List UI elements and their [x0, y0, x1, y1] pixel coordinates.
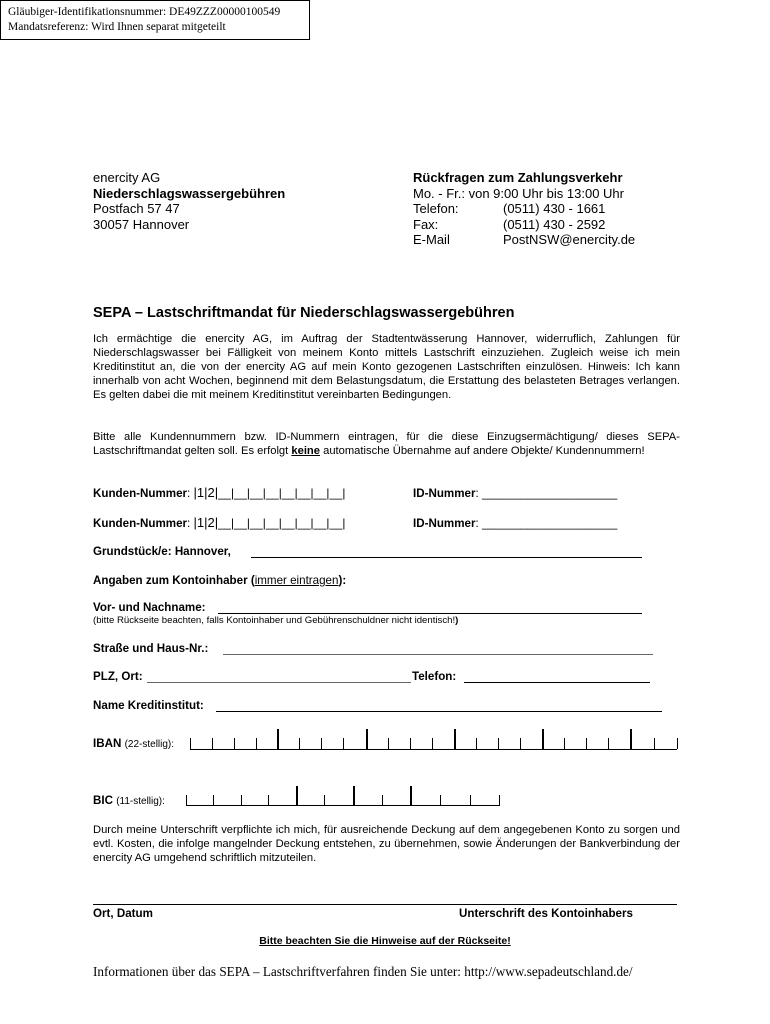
- fax-value: (0511) 430 - 2592: [503, 216, 606, 232]
- customer-number-instructions: [93, 431, 680, 459]
- instructions-text-1: Bitte alle Kundennummern bzw. ID-Nummern eintragen, für die diese Einzugsermächtigung/ dieses SEPA-Lastschriftmandat gelten soll. Es erfolgt: [93, 431, 680, 457]
- customer-number-slots[interactable]: __|__|__|__|__|__|__|__|: [218, 517, 346, 530]
- phone-label: Telefon:: [413, 201, 459, 216]
- iban-group-tick: [630, 729, 632, 749]
- name-note: [93, 615, 458, 626]
- creditor-info-box: [0, 0, 310, 40]
- iban-tick: [410, 738, 411, 749]
- phone-value: (0511) 430 - 1661: [503, 201, 606, 216]
- id-number-label: ID-Nummer: [413, 487, 476, 500]
- bic-tick: [324, 795, 325, 805]
- street-label: Straße und Haus-Nr.:: [93, 642, 209, 655]
- creditor-id: Gläubiger-Identifikationsnummer: DE49ZZZ00000100549: [8, 6, 281, 18]
- customer-number-row-2[interactable]: Kunden-Nummer: |1|2|__|__|__|__|__|__|__|__|: [93, 515, 346, 530]
- iban-tick: [677, 738, 678, 749]
- signature-line[interactable]: [93, 904, 677, 905]
- recipient-address: [93, 170, 285, 232]
- bic-tick: [499, 795, 500, 805]
- fax-label: Fax:: [413, 216, 439, 232]
- bic-tick: [470, 795, 471, 805]
- contact-hours: Mo. - Fr.: von 9:00 Uhr bis 13:00 Uhr: [413, 185, 624, 201]
- customer-number-prefix: |1|2|: [193, 515, 219, 530]
- iban-tick: [520, 738, 521, 749]
- contact-block: [413, 170, 713, 248]
- company-name: enercity AG: [93, 170, 161, 185]
- bic-group-tick: [410, 786, 412, 805]
- bic-group-tick: [353, 786, 355, 805]
- account-holder-note: immer eintragen: [254, 574, 339, 587]
- iban-note: (22-stellig):: [124, 739, 175, 750]
- iban-tick: [586, 738, 587, 749]
- iban-tick: [498, 738, 499, 749]
- bic-tick: [186, 795, 187, 805]
- iban-tick: [256, 738, 257, 749]
- id-number-row-1[interactable]: ID-Nummer: _____________________: [413, 487, 618, 500]
- id-number-field[interactable]: _____________________: [481, 487, 618, 500]
- iban-group-tick: [542, 729, 544, 749]
- iban-tick: [212, 738, 213, 749]
- customer-number-label: Kunden-Nummer: [93, 517, 188, 530]
- iban-group-tick: [277, 729, 279, 749]
- customer-number-prefix: |1|2|: [193, 485, 219, 500]
- bic-group-tick: [296, 786, 298, 805]
- iban-tick: [564, 738, 565, 749]
- iban-tick: [476, 738, 477, 749]
- department-name: Niederschlagswassergebühren: [93, 185, 286, 201]
- page-title: SEPA – Lastschriftmandat für Niederschlagswassergebühren: [93, 305, 515, 321]
- bic-tick: [241, 795, 242, 805]
- mandate-reference: Mandatsreferenz: Wird Ihnen separat mitgeteilt: [8, 21, 226, 33]
- account-holder-heading: Angaben zum Kontoinhaber (immer eintragen):: [93, 574, 347, 587]
- account-holder-suffix: ):: [338, 574, 347, 587]
- id-number-label: ID-Nummer: [413, 517, 476, 530]
- iban-tick: [190, 738, 191, 749]
- bic-label-text: BIC: [93, 794, 113, 807]
- iban-group-tick: [454, 729, 456, 749]
- contact-heading: Rückfragen zum Zahlungsverkehr: [413, 170, 623, 185]
- iban-tick: [321, 738, 322, 749]
- iban-tick: [654, 738, 655, 749]
- property-field[interactable]: [251, 557, 642, 558]
- phone-field-label: Telefon:: [412, 670, 457, 683]
- instructions-emphasis: keine: [291, 444, 320, 457]
- email-label: E-Mail: [413, 232, 450, 247]
- name-note-end: ): [455, 615, 459, 626]
- iban-tick: [388, 738, 389, 749]
- iban-tick: [299, 738, 300, 749]
- property-label: Grundstück/e: Hannover,: [93, 545, 231, 558]
- back-page-hint: Bitte beachten Sie die Hinweise auf der Rückseite!: [259, 935, 511, 947]
- bic-tick: [213, 795, 214, 805]
- bic-tick: [440, 795, 441, 805]
- plz-label: PLZ, Ort:: [93, 670, 143, 683]
- bic-label: [93, 794, 165, 807]
- iban-tick: [234, 738, 235, 749]
- id-number-field[interactable]: _____________________: [481, 517, 618, 530]
- account-holder-label: Angaben zum Kontoinhaber: [93, 574, 248, 587]
- bank-field[interactable]: [216, 711, 662, 712]
- iban-tick: [343, 738, 344, 749]
- customer-number-label: Kunden-Nummer: [93, 487, 188, 500]
- postbox: Postfach 57 47: [93, 201, 180, 216]
- name-label: Vor- und Nachname:: [93, 601, 206, 614]
- customer-number-row-1[interactable]: Kunden-Nummer: |1|2|__|__|__|__|__|__|__|__|: [93, 485, 346, 500]
- id-number-row-2[interactable]: ID-Nummer: _____________________: [413, 517, 618, 530]
- plz-field[interactable]: [147, 682, 411, 683]
- iban-label: [93, 737, 174, 750]
- obligation-paragraph: Durch meine Unterschrift verpflichte ich mich, für ausreichende Deckung auf dem angegebenen Konto zu sorgen und evtl. Kosten, die infolge mangelnder Deckung entstehen, zu übernehmen, sowie Änderungen der Bankverbindung der enercity AG umgehend schriftlich mitzuteilen.: [93, 824, 680, 864]
- name-field[interactable]: [218, 613, 642, 614]
- iban-baseline: [190, 749, 677, 750]
- iban-tick: [432, 738, 433, 749]
- name-note-text: (bitte Rückseite beachten, falls Kontoinhaber und Gebührenschuldner nicht identisch!: [93, 615, 456, 626]
- instructions-text-2: automatische Übernahme auf andere Objekte/ Kundennummern!: [319, 444, 645, 457]
- bic-baseline: [186, 805, 500, 806]
- postal-city: 30057 Hannover: [93, 216, 190, 232]
- footer-info: Informationen über das SEPA – Lastschriftverfahren finden Sie unter: http://www.sepadeutschland.de/: [93, 964, 633, 979]
- iban-tick: [608, 738, 609, 749]
- bic-tick: [268, 795, 269, 805]
- bic-tick: [382, 795, 383, 805]
- iban-group-tick: [366, 729, 368, 749]
- bic-note: (11-stellig):: [116, 796, 165, 807]
- phone-field[interactable]: [464, 682, 650, 683]
- bank-label: Name Kreditinstitut:: [93, 699, 204, 712]
- iban-label-text: IBAN: [93, 737, 122, 750]
- email-value: PostNSW@enercity.de: [503, 232, 636, 247]
- mandate-paragraph: Ich ermächtige die enercity AG, im Auftrag der Stadtentwässerung Hannover, widerruflich, Zahlungen für Niederschlagswasser bei Fälligkeit von meinem Konto mittels Lastschrift einzuziehen. Zugleich weise ich mein Kreditinstitut an, die von der enercity AG auf mein Konto gezogenen Lastschriften einzulösen. Hinweis: Ich kann innerhalb von acht Wochen, beginnend mit dem Belastungsdatum, die Erstattung des belasteten Betrages verlangen. Es gelten dabei die mit meinem Kreditinstitut vereinbarten Bedingungen.: [93, 333, 680, 401]
- customer-number-slots[interactable]: __|__|__|__|__|__|__|__|: [218, 487, 346, 500]
- street-field[interactable]: [223, 654, 653, 655]
- signature-label: Unterschrift des Kontoinhabers: [459, 907, 633, 920]
- place-date-label: Ort, Datum: [93, 907, 153, 920]
